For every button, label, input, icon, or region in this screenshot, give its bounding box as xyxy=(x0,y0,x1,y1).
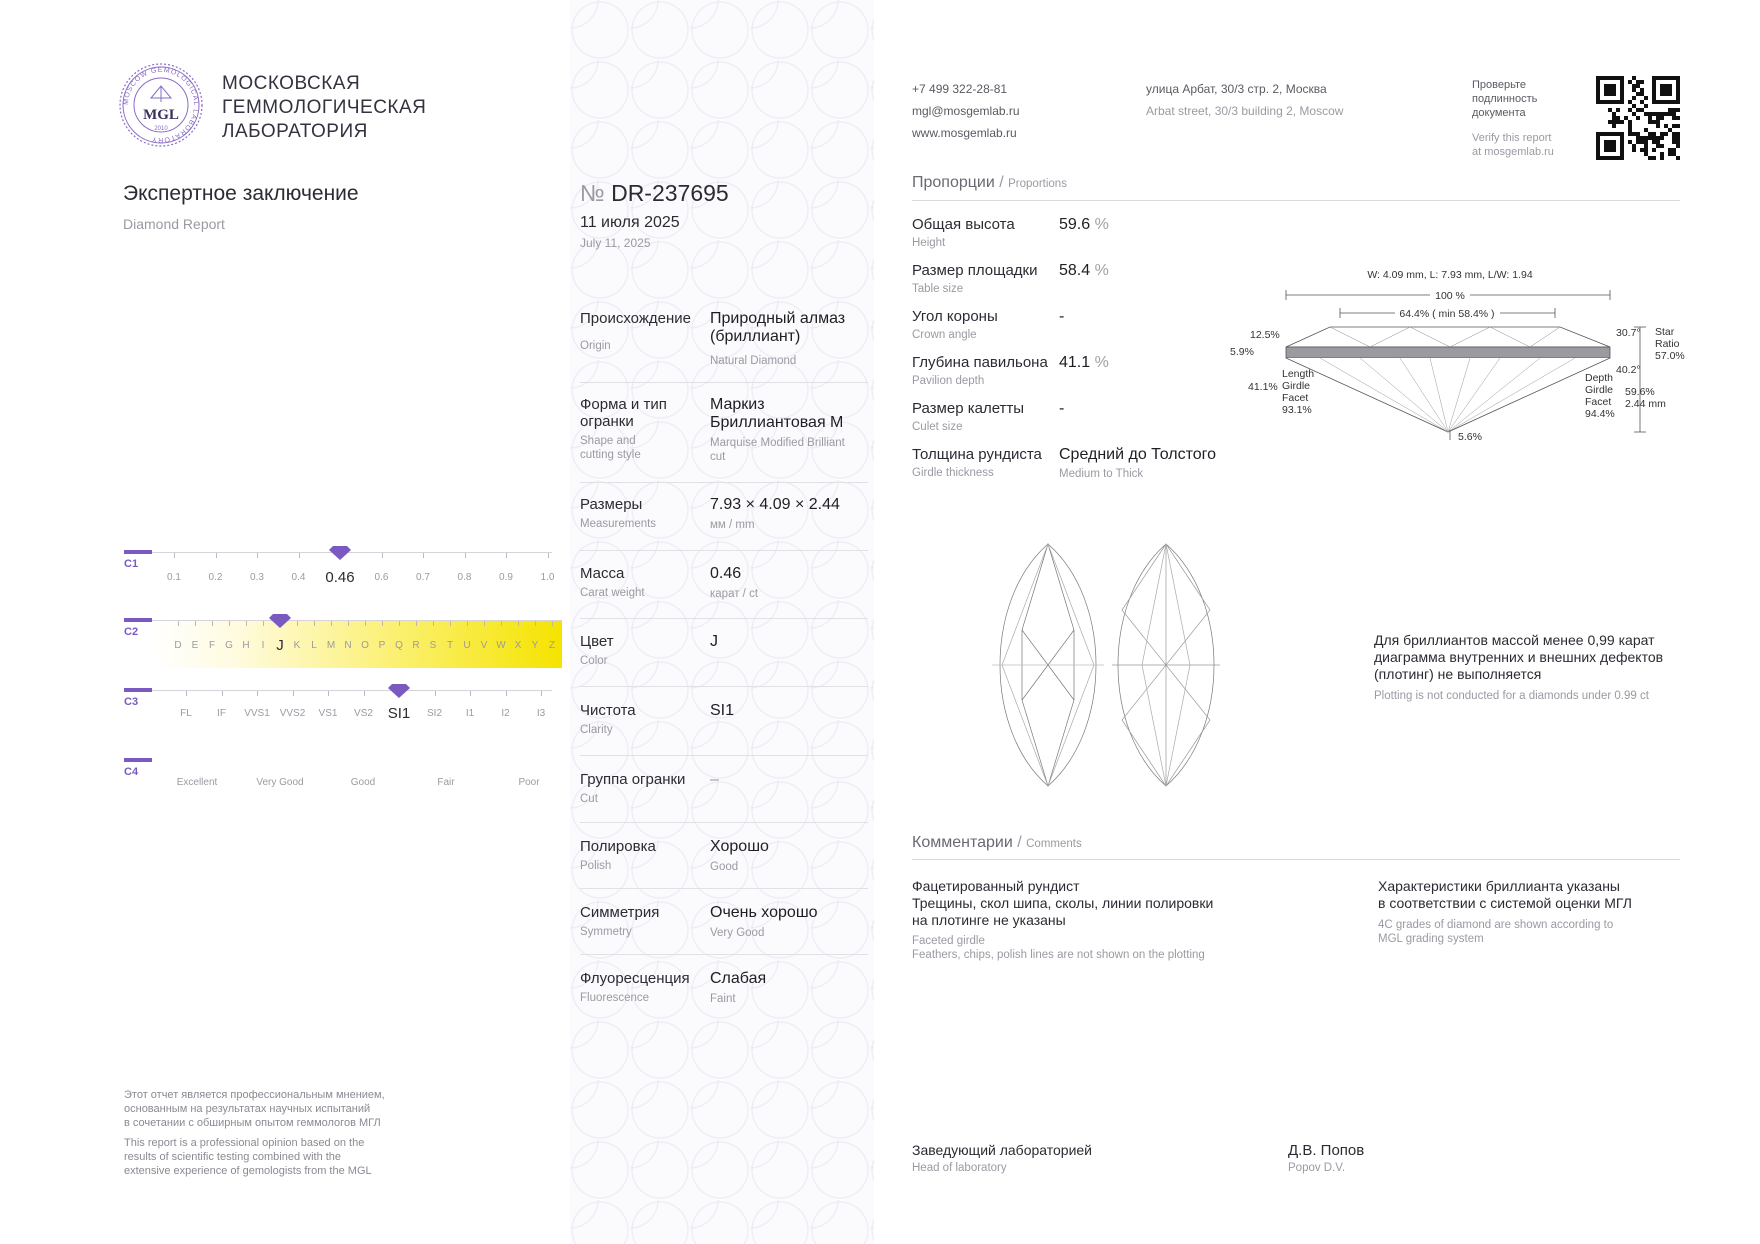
divider xyxy=(580,382,868,383)
scale-tick xyxy=(470,691,471,696)
comment-line-en: Feathers, chips, polish lines are not shown on the plotting xyxy=(912,949,1205,961)
scale-c4-bar xyxy=(124,758,152,762)
scale-tick xyxy=(299,553,300,558)
scale-tick-label: 0.4 xyxy=(291,572,306,583)
scale-tick-label: VS1 xyxy=(318,708,338,719)
scale-tick-label: R xyxy=(412,640,420,651)
signature-name-en: Popov D.V. xyxy=(1288,1162,1346,1174)
diagram-star-label: Ratio xyxy=(1655,338,1680,350)
seal-ring-text: MOSCOW GEMOLOGICAL LABORATORY xyxy=(122,66,200,144)
proportion-unit: % xyxy=(1094,262,1109,279)
comments-left xyxy=(912,878,1213,929)
scale-tick xyxy=(178,621,179,626)
scale-tick-label: Fair xyxy=(437,777,455,788)
disclaimer-line: основанным на результатах научных испытаний xyxy=(124,1103,371,1115)
scale-tick-label: L xyxy=(311,640,317,651)
detail-label: Симметрия xyxy=(580,904,660,921)
scale-tick-label: SI2 xyxy=(426,708,443,719)
diagram-width: 100 % xyxy=(1435,290,1465,302)
scale-tick-label: Y xyxy=(531,640,539,651)
detail-label: Масса xyxy=(580,565,625,582)
scale-tick xyxy=(314,621,315,626)
diagram-lgf-label: Length xyxy=(1282,368,1315,380)
lab-name-line: ГЕММОЛОГИЧЕСКАЯ xyxy=(222,97,427,118)
detail-value: 7.93 × 4.09 × 2.44 xyxy=(710,496,840,513)
diagram-pavilion-angle: 40.2° xyxy=(1616,364,1641,376)
scale-tick-label: Very Good xyxy=(256,777,304,788)
scale-tick xyxy=(348,621,349,626)
verify-text-ru xyxy=(1472,78,1537,120)
proportion-value: 59.6 xyxy=(1059,216,1091,233)
diagram-total-depth-mm: 2.44 mm xyxy=(1625,398,1666,410)
scale-tick-label: 0.2 xyxy=(208,572,223,583)
detail-label-en: Fluorescence xyxy=(580,992,650,1004)
proportions-divider xyxy=(912,200,1680,201)
comment-line: Характеристики бриллианта указаны xyxy=(1378,878,1620,894)
scale-tick-label: E xyxy=(191,640,199,651)
number-value: DR-237695 xyxy=(611,180,729,206)
diagram-dgf-label: Depth xyxy=(1585,372,1614,384)
detail-label: Форма и тип огранки xyxy=(580,396,667,430)
divider xyxy=(580,755,868,756)
scale-tick xyxy=(541,691,542,696)
scale-tick-label: Z xyxy=(548,640,556,651)
lab-name xyxy=(222,72,426,144)
scale-tick-label: M xyxy=(326,640,336,651)
scale-tick-label: K xyxy=(293,640,301,651)
contacts xyxy=(912,78,1020,144)
address-en: Arbat street, 30/3 building 2, Moscow xyxy=(1146,104,1344,118)
profile-diagram xyxy=(1230,262,1690,452)
verify-line: Verify this report xyxy=(1472,132,1552,144)
signature-name: Д.В. Попов xyxy=(1288,1142,1365,1159)
comment-line-en: MGL grading system xyxy=(1378,933,1484,945)
scale-selected-marker-icon xyxy=(388,684,410,698)
diagram-dgf-value: 94.4% xyxy=(1585,408,1615,420)
detail-label-en: Origin xyxy=(580,340,611,352)
diagram-star-value: 57.0% xyxy=(1655,350,1685,362)
scale-tick xyxy=(450,621,451,626)
scale-tick-label: I xyxy=(261,640,265,651)
report-number xyxy=(580,180,729,207)
scale-tick xyxy=(174,553,175,558)
scale-tick xyxy=(382,621,383,626)
proportion-label: Размер калетты xyxy=(912,400,1025,417)
scale-selected-marker-icon xyxy=(329,546,351,560)
divider xyxy=(580,482,868,483)
scale-tick-label: Excellent xyxy=(176,777,218,788)
scale-tick xyxy=(423,553,424,558)
detail-label: Полировка xyxy=(580,838,656,855)
diagram-lgf-label: Facet xyxy=(1282,392,1309,404)
diagram-pavilion: 41.1% xyxy=(1248,381,1278,393)
scale-tick-label: 0.7 xyxy=(416,572,430,583)
signature-role: Заведующий лабораторией xyxy=(912,1142,1092,1158)
detail-value-en: Faint xyxy=(710,993,736,1005)
proportion-label: Общая высота xyxy=(912,216,1015,233)
scale-tick xyxy=(257,691,258,696)
diagram-star-label: Star xyxy=(1655,326,1675,338)
scale-tick xyxy=(506,553,507,558)
scale-tick xyxy=(435,691,436,696)
comment-line: Фацетированный рундист xyxy=(912,878,1080,894)
verify-text-en xyxy=(1472,131,1554,159)
detail-label-en: Color xyxy=(580,655,608,667)
proportions-title: Пропорции / Proportions xyxy=(912,174,1067,191)
scale-c2-label: C2 xyxy=(124,626,139,638)
comments-divider xyxy=(912,859,1680,860)
scale-tick-label: 1.0 xyxy=(540,572,555,583)
scale-c1-bar xyxy=(124,550,152,554)
scale-tick xyxy=(467,621,468,626)
crown-view xyxy=(992,544,1104,786)
scale-tick-label: 0.1 xyxy=(167,572,181,583)
comments-title-en: Comments xyxy=(1026,838,1082,850)
disclaimer-line: Этот отчет является профессиональным мнением, xyxy=(124,1089,385,1101)
diagram-crown-angle: 30.7° xyxy=(1616,327,1641,339)
scale-tick-label: V xyxy=(480,640,488,651)
scale-tick-label: VVS2 xyxy=(279,708,306,719)
scale-c3-line xyxy=(152,690,552,691)
proportion-value: Средний до Толстого xyxy=(1059,446,1217,463)
diagram-lgf-value: 93.1% xyxy=(1282,404,1312,416)
scale-c3-label: C3 xyxy=(124,696,139,708)
scale-tick-label: Q xyxy=(395,640,403,651)
detail-value-en: карат / ct xyxy=(710,588,759,600)
scale-tick-label: 0.3 xyxy=(250,572,264,583)
proportion-value: 58.4 xyxy=(1059,262,1091,279)
scale-tick xyxy=(293,691,294,696)
disclaimer-line: в сочетании с обширным опытом геммологов МГЛ xyxy=(124,1117,381,1129)
scale-tick-label: X xyxy=(514,640,522,651)
scale-tick-label: D xyxy=(174,640,182,651)
proportion-label: Размер площадки xyxy=(912,262,1038,279)
report-title-en: Diamond Report xyxy=(123,216,225,232)
detail-value: Маркиз Бриллиантовая М xyxy=(710,396,844,431)
scale-c4-label: C4 xyxy=(124,766,139,778)
detail-value: Природный алмаз (бриллиант) xyxy=(710,310,846,345)
diagram-lgf-label: Girdle xyxy=(1282,380,1311,392)
scale-tick xyxy=(399,621,400,626)
diagram-culet: 5.6% xyxy=(1458,431,1482,443)
scale-tick-label: H xyxy=(242,640,250,651)
scale-tick-label: F xyxy=(208,640,216,651)
scale-selected-marker-icon xyxy=(269,614,291,628)
plotting-note-en: Plotting is not conducted for a diamonds under 0.99 ct xyxy=(1374,690,1649,702)
disclaimer-en xyxy=(124,1136,372,1178)
detail-label-en: Shape and cutting style xyxy=(580,435,641,461)
scale-tick xyxy=(216,553,217,558)
detail-value: Слабая xyxy=(710,970,767,987)
scale-tick-label: J xyxy=(276,637,284,654)
scale-tick xyxy=(229,621,230,626)
comments-title: Комментарии / Comments xyxy=(912,834,1082,851)
proportion-label: Толщина рундиста xyxy=(912,446,1042,463)
disclaimer-line: results of scientific testing combined with the xyxy=(124,1151,342,1163)
report-date-en: July 11, 2025 xyxy=(580,236,651,250)
diagram-table: 64.4% ( min 58.4% ) xyxy=(1399,308,1495,320)
detail-value: – xyxy=(710,771,719,788)
scale-tick-label: O xyxy=(361,640,369,651)
scale-tick xyxy=(263,621,264,626)
detail-label: Чистота xyxy=(580,702,636,719)
diagram-dgf-label: Girdle xyxy=(1585,384,1614,396)
proportion-label-en: Height xyxy=(912,237,946,249)
scale-tick-label: VVS1 xyxy=(244,708,270,719)
scale-tick-label: 0.9 xyxy=(499,572,513,583)
scale-tick xyxy=(548,553,549,558)
lab-name-line: ЛАБОРАТОРИЯ xyxy=(222,121,368,142)
scale-tick-label: 0.46 xyxy=(325,569,355,586)
plotting-note-line: (плотинг) не выполняется xyxy=(1374,666,1542,682)
detail-label: Размеры xyxy=(580,496,643,513)
verify-line: at mosgemlab.ru xyxy=(1472,146,1554,158)
divider xyxy=(580,954,868,955)
scale-tick xyxy=(501,621,502,626)
scale-tick-label: S xyxy=(429,640,437,651)
plotting-note xyxy=(1374,632,1663,683)
scale-tick-label: FL xyxy=(180,708,192,719)
proportion-value-en: Medium to Thick xyxy=(1059,468,1144,480)
detail-label: Цвет xyxy=(580,633,614,650)
scale-c1-line xyxy=(152,552,552,553)
comment-line: на плотинге не указаны xyxy=(912,912,1066,928)
proportion-value: - xyxy=(1059,400,1065,417)
detail-value: 0.46 xyxy=(710,565,742,582)
detail-label-en: Polish xyxy=(580,860,612,872)
verify-line: документа xyxy=(1472,107,1526,119)
detail-value-en: мм / mm xyxy=(710,519,755,531)
comment-line: в соответствии с системой оценки МГЛ xyxy=(1378,895,1632,911)
comment-line-en: 4C grades of diamond are shown according to xyxy=(1378,919,1614,931)
proportion-value: 41.1 xyxy=(1059,354,1091,371)
detail-value: Очень хорошо xyxy=(710,904,818,921)
marquise-plot-diagram xyxy=(992,540,1232,790)
scale-tick xyxy=(328,691,329,696)
signature-role-en: Head of laboratory xyxy=(912,1162,1007,1174)
scale-tick xyxy=(552,621,553,626)
disclaimer-ru xyxy=(124,1088,385,1130)
scale-tick-label: VS2 xyxy=(354,708,373,719)
scale-c2-bar xyxy=(124,618,152,622)
detail-value: SI1 xyxy=(710,702,735,719)
scale-tick-label: IF xyxy=(217,708,226,719)
detail-value-en: Very Good xyxy=(710,927,765,939)
divider xyxy=(580,822,868,823)
comments-left-en xyxy=(912,934,1205,962)
lab-name-line: МОСКОВСКАЯ xyxy=(222,73,361,94)
scale-tick xyxy=(222,691,223,696)
detail-label-en: Measurements xyxy=(580,518,657,530)
divider xyxy=(580,888,868,889)
disclaimer-line: extensive experience of gemologists from the MGL xyxy=(124,1165,372,1177)
scale-tick-label: Good xyxy=(350,777,376,788)
website-link[interactable]: www.mosgemlab.ru xyxy=(912,126,1017,140)
diagram-dgf-label: Facet xyxy=(1585,396,1612,408)
scale-tick xyxy=(186,691,187,696)
scale-tick-label: I3 xyxy=(536,708,546,719)
proportion-label: Глубина павильона xyxy=(912,354,1048,371)
seal-monogram: MGL xyxy=(143,107,179,123)
proportion-label-en: Crown angle xyxy=(912,329,977,341)
detail-label: Флуоресценция xyxy=(580,970,690,987)
scale-tick xyxy=(484,621,485,626)
plotting-note-line: Для бриллиантов массой менее 0,99 карат xyxy=(1374,632,1655,648)
address-ru: улица Арбат, 30/3 стр. 2, Москва xyxy=(1146,82,1327,96)
scale-tick xyxy=(246,621,247,626)
scale-tick-label: P xyxy=(378,640,386,651)
detail-value: Хорошо xyxy=(710,838,769,855)
proportion-unit: % xyxy=(1094,216,1109,233)
proportion-label-en: Girdle thickness xyxy=(912,467,994,479)
report-date: 11 июля 2025 xyxy=(580,214,680,231)
pavilion-view xyxy=(1112,544,1220,786)
scale-tick xyxy=(297,621,298,626)
scale-tick-label: SI1 xyxy=(387,705,411,722)
scale-c3-bar xyxy=(124,688,152,692)
detail-value-en: Marquise Modified Brilliant cut xyxy=(710,437,845,463)
scale-tick xyxy=(212,621,213,626)
report-title: Экспертное заключение xyxy=(123,182,359,205)
phone-link[interactable]: +7 499 322-28-81 xyxy=(912,82,1008,96)
diagram-dims: W: 4.09 mm, L: 7.93 mm, L/W: 1.94 xyxy=(1367,269,1533,281)
scale-tick-label: I1 xyxy=(465,708,475,719)
detail-value-en: Natural Diamond xyxy=(710,355,797,367)
diagram-girdle: 5.9% xyxy=(1230,346,1254,358)
detail-label-en: Clarity xyxy=(580,724,613,736)
proportion-label-en: Culet size xyxy=(912,421,963,433)
verify-line: подлинность xyxy=(1472,93,1538,105)
scale-tick xyxy=(195,621,196,626)
comment-line: Трещины, скол шипа, сколы, линии полировки xyxy=(912,895,1214,911)
scale-tick xyxy=(535,621,536,626)
diagram-crown-height: 12.5% xyxy=(1250,329,1280,341)
detail-label-en: Symmetry xyxy=(580,926,632,938)
proportion-label-en: Pavilion depth xyxy=(912,375,985,387)
scale-c1-label: C1 xyxy=(124,558,139,570)
comment-line-en: Faceted girdle xyxy=(912,935,985,947)
scale-tick xyxy=(518,621,519,626)
scale-tick xyxy=(331,621,332,626)
scale-tick-label: U xyxy=(463,640,471,651)
scale-tick-label: Poor xyxy=(518,777,540,788)
scale-tick-label: 0.8 xyxy=(457,572,472,583)
scale-tick xyxy=(433,621,434,626)
diagram-total-depth: 59.6% xyxy=(1625,386,1655,398)
proportion-unit: % xyxy=(1094,354,1109,371)
scale-tick-label: 0.6 xyxy=(374,572,389,583)
scale-tick xyxy=(506,691,507,696)
scale-tick xyxy=(364,691,365,696)
disclaimer-line: This report is a professional opinion based on the xyxy=(124,1137,365,1149)
lab-seal-logo xyxy=(118,62,204,148)
detail-label-en: Cut xyxy=(580,793,598,805)
proportion-label-en: Table size xyxy=(912,283,964,295)
divider xyxy=(580,686,868,687)
divider xyxy=(580,550,868,551)
proportions-title-en: Proportions xyxy=(1008,178,1067,190)
divider xyxy=(580,618,868,619)
address xyxy=(1146,78,1343,122)
detail-value: J xyxy=(710,633,718,650)
number-prefix: № xyxy=(580,180,605,206)
scale-tick xyxy=(465,553,466,558)
detail-label-en: Carat weight xyxy=(580,587,645,599)
proportion-label: Угол короны xyxy=(912,308,998,325)
scale-tick-label: T xyxy=(446,640,454,651)
email-link[interactable]: mgl@mosgemlab.ru xyxy=(912,104,1020,118)
proportion-value: - xyxy=(1059,308,1065,325)
detail-label: Происхождение xyxy=(580,310,691,327)
scale-tick xyxy=(382,553,383,558)
comments-title-ru: Комментарии xyxy=(912,834,1013,851)
seal-year: 2010 xyxy=(154,126,168,132)
verify-line: Проверьте xyxy=(1472,79,1527,91)
proportions-title-ru: Пропорции xyxy=(912,174,995,191)
scale-c4-line xyxy=(152,760,552,761)
detail-value-en: Good xyxy=(710,861,739,873)
qr-code-icon[interactable] xyxy=(1596,76,1680,160)
scale-tick-label: G xyxy=(225,640,233,651)
scale-tick-label: N xyxy=(344,640,352,651)
detail-label: Группа огранки xyxy=(580,771,686,788)
scale-tick xyxy=(416,621,417,626)
scale-tick-label: I2 xyxy=(501,708,510,719)
comments-right xyxy=(1378,878,1632,912)
scale-tick xyxy=(257,553,258,558)
scale-tick-label: W xyxy=(496,640,506,651)
comments-right-en xyxy=(1378,918,1613,946)
plotting-note-line: диаграмма внутренних и внешних дефектов xyxy=(1374,649,1664,665)
scale-tick xyxy=(365,621,366,626)
